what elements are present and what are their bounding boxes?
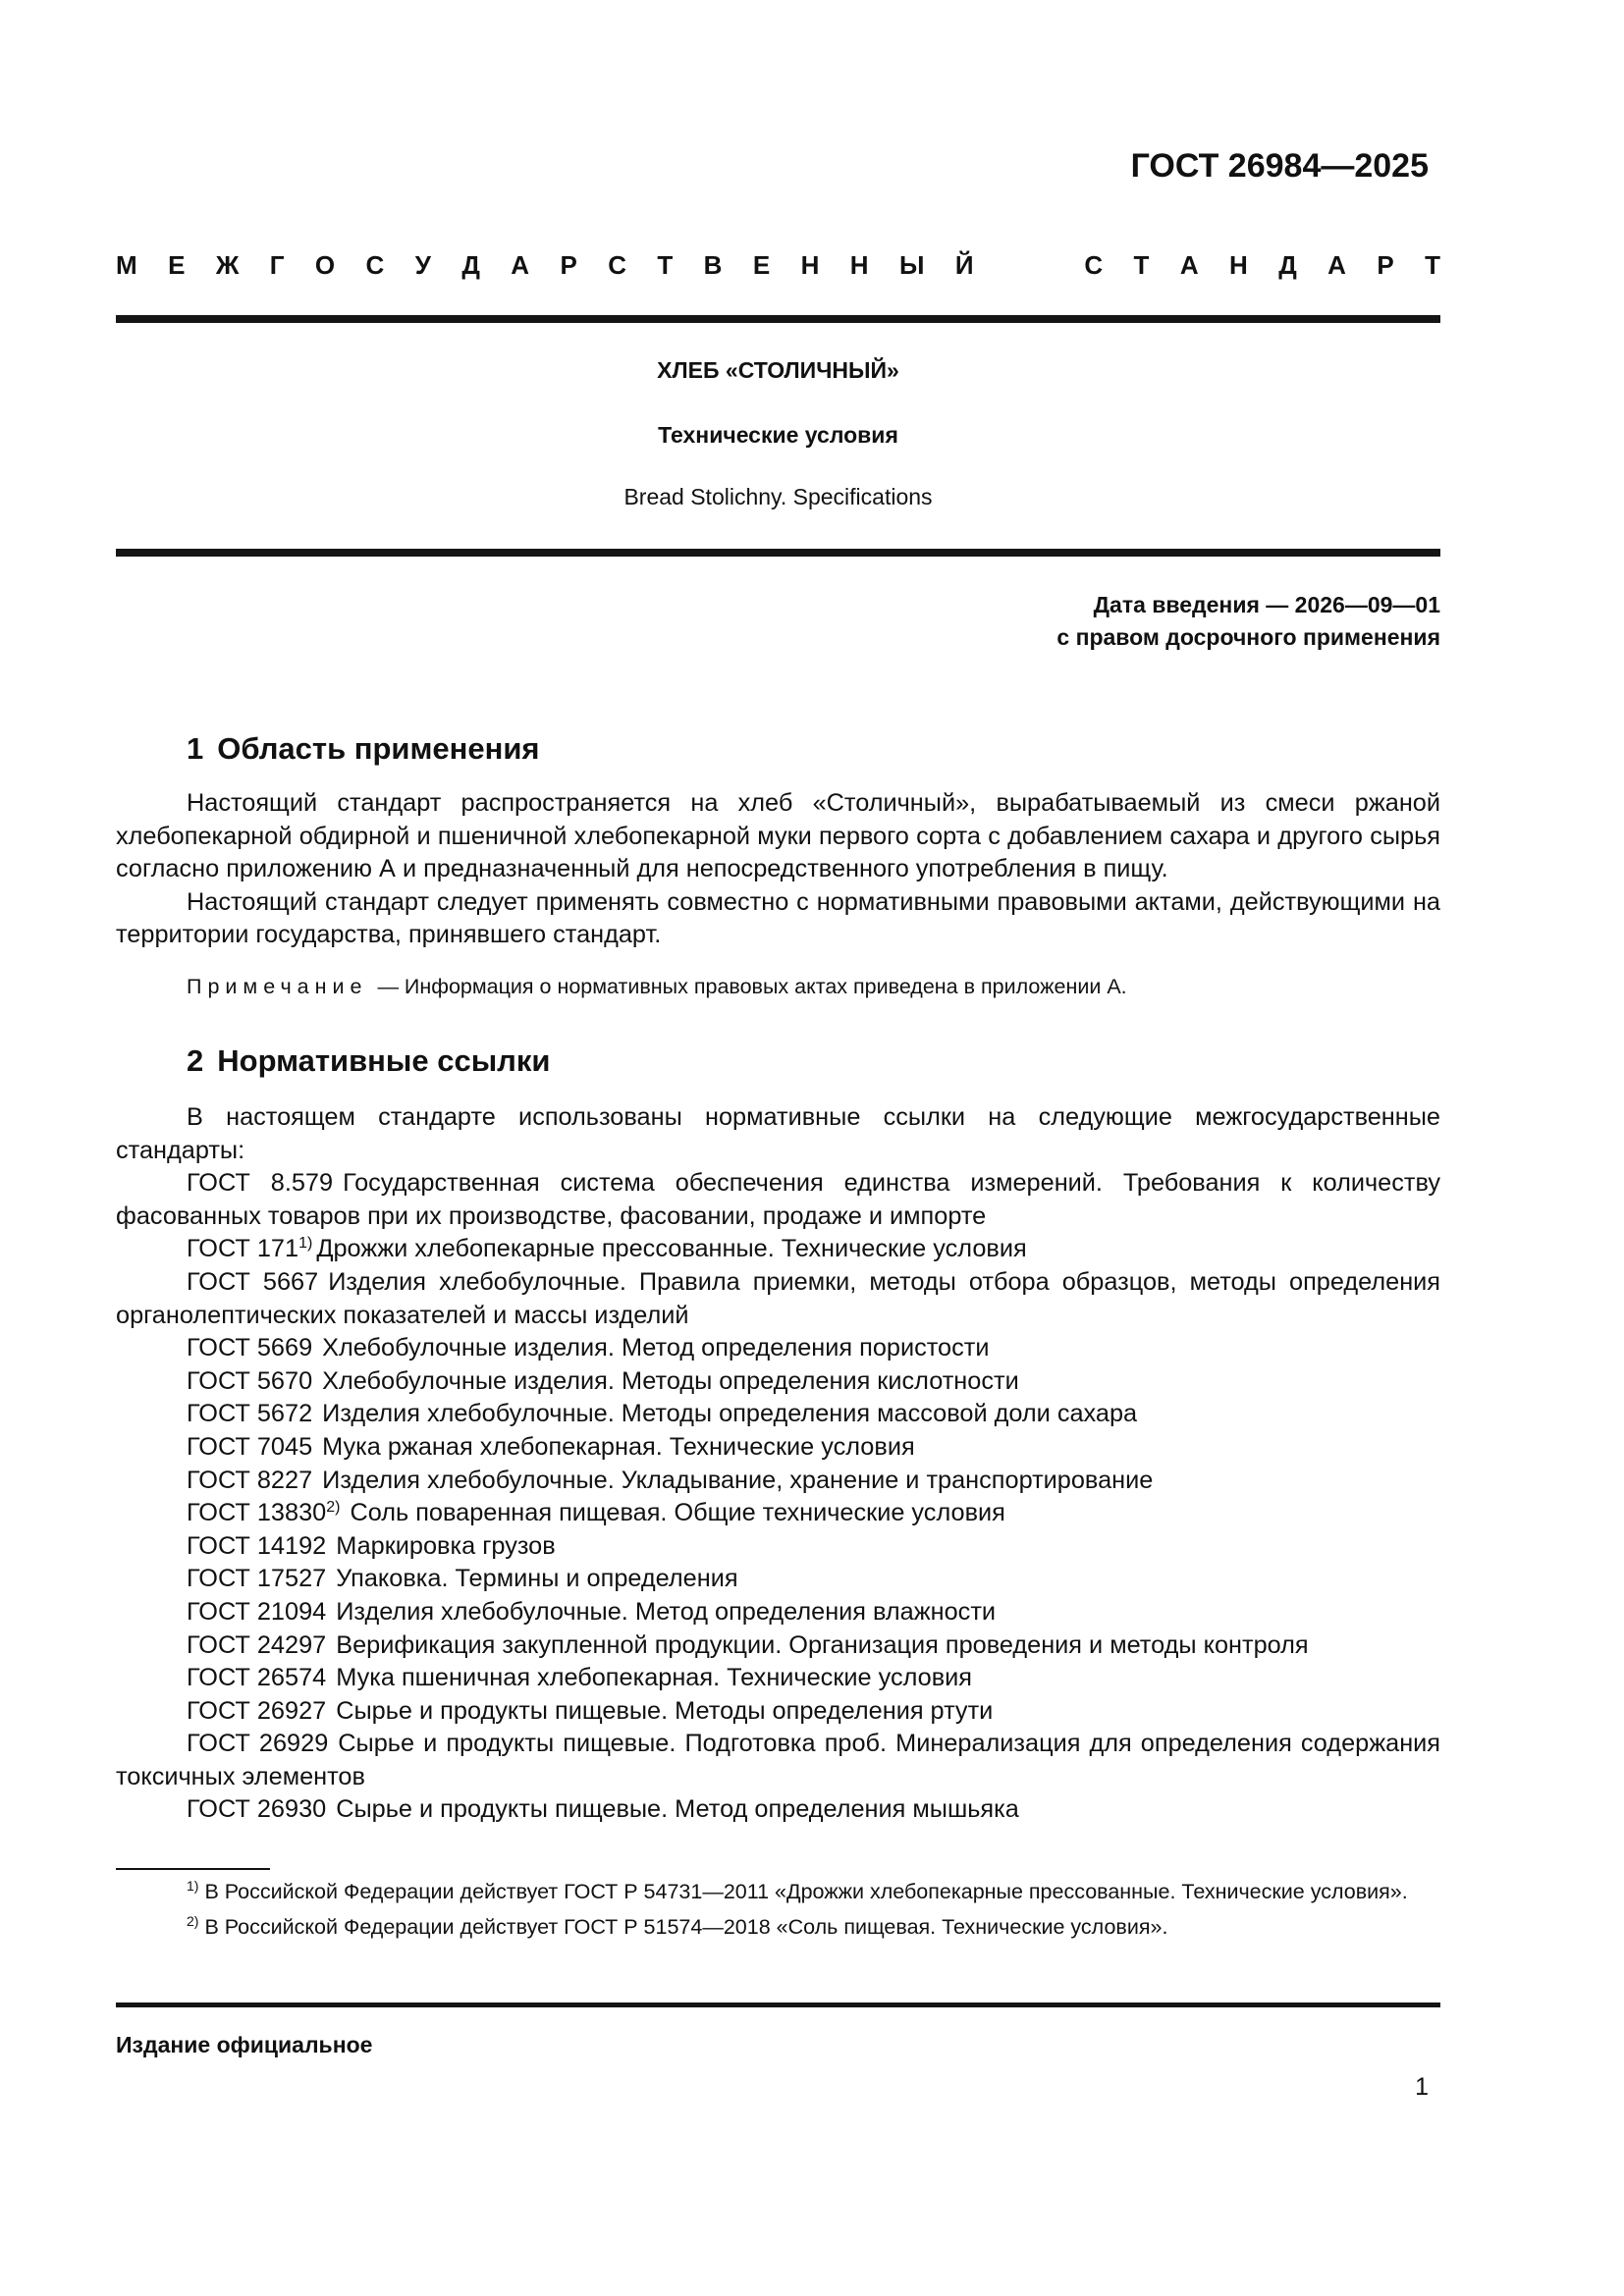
banner-letter: А <box>1327 250 1346 280</box>
reference-item <box>116 1465 1440 1498</box>
section-1-note <box>187 975 1127 999</box>
reference-item <box>116 1662 1440 1695</box>
footnote-text: В Российской Федерации действует ГОСТ Р 54731—2011 «Дрожжи хлебопекарные прессованные. Технические условия». <box>204 1880 1408 1903</box>
reference-item <box>116 1530 1440 1564</box>
section-1-heading <box>187 731 540 767</box>
reference-item <box>116 1431 1440 1465</box>
effective-date-block <box>1056 589 1440 654</box>
banner-letter: Ж <box>215 250 240 280</box>
banner-letter: А <box>1179 250 1199 280</box>
reference-item <box>116 1728 1440 1793</box>
banner-letter: Р <box>1377 250 1394 280</box>
banner-letter: Д <box>1278 250 1297 280</box>
banner-letter: Й <box>954 250 974 280</box>
section-1-body <box>116 787 1440 952</box>
reference-item <box>116 1398 1440 1431</box>
banner-letter: В <box>703 250 723 280</box>
reference-title: Мука ржаная хлебопекарная. Технические условия <box>322 1432 915 1461</box>
footnote-separator <box>116 1868 270 1870</box>
footnotes <box>116 1877 1440 1948</box>
banner-letter: Е <box>168 250 186 280</box>
reference-title: Сырье и продукты пищевые. Подготовка проб. Минерализация для определения содержания токсичных элементов <box>116 1730 1440 1790</box>
banner-letter: Н <box>800 250 820 280</box>
document-number: ГОСТ 26984—2025 <box>1130 147 1429 185</box>
footer-rule <box>116 2002 1440 2007</box>
reference-code: ГОСТ 17527 <box>187 1565 327 1593</box>
reference-code: ГОСТ 26574 <box>187 1664 327 1692</box>
reference-title: Соль поваренная пищевая. Общие технические условия <box>350 1499 1005 1527</box>
interstate-standard-banner <box>116 250 1440 281</box>
section-title: Нормативные ссылки <box>217 1043 551 1078</box>
paragraph: Настоящий стандарт следует применять совместно с нормативными правовыми актами, действующими на территории государства, принявшего стандарт. <box>116 887 1440 949</box>
reference-item <box>116 1497 1440 1530</box>
reference-code: ГОСТ 7045 <box>187 1432 313 1461</box>
reference-title: Верификация закупленной продукции. Организация проведения и методы контроля <box>336 1630 1309 1659</box>
reference-title: Хлебобулочные изделия. Метод определения пористости <box>322 1334 990 1362</box>
reference-code: ГОСТ 8.579 <box>187 1169 334 1198</box>
reference-title: Изделия хлебобулочные. Укладывание, хранение и транспортирование <box>322 1466 1154 1494</box>
section-number: 1 <box>187 731 204 766</box>
banner-letter: Е <box>752 250 771 280</box>
banner-letter: Н <box>849 250 869 280</box>
page-number: 1 <box>1415 2073 1429 2101</box>
reference-item <box>116 1365 1440 1399</box>
banner-word-gap <box>1004 250 1054 281</box>
reference-item <box>116 1266 1440 1332</box>
reference-item <box>116 1563 1440 1596</box>
section-title: Область применения <box>217 731 540 766</box>
reference-title: Сырье и продукты пищевые. Методы определения ртути <box>336 1696 994 1725</box>
banner-letter: Р <box>560 250 577 280</box>
reference-item <box>116 1596 1440 1629</box>
reference-code: ГОСТ 26927 <box>187 1696 327 1725</box>
title-rule <box>116 549 1440 557</box>
reference-title: Изделия хлебобулочные. Правила приемки, методы отбора образцов, методы определения органолептических показателей и массы изделий <box>116 1267 1441 1329</box>
early-application-note: с правом досрочного применения <box>1056 624 1440 650</box>
reference-item <box>116 1629 1440 1663</box>
reference-code: ГОСТ 21094 <box>187 1597 327 1626</box>
document-title-english: Bread Stolichny. Specifications <box>623 484 933 509</box>
reference-item <box>116 1793 1440 1827</box>
reference-title: Изделия хлебобулочные. Метод определения влажности <box>336 1597 997 1626</box>
footnote-1 <box>116 1877 1440 1906</box>
section-number: 2 <box>187 1043 204 1078</box>
reference-item <box>116 1695 1440 1729</box>
banner-letter: Д <box>461 250 480 280</box>
paragraph: Настоящий стандарт распространяется на хлеб «Столичный», вырабатываемый из смеси ржаной хлебопекарной обдирной и пшеничной хлебопекарной муки первого сорта с добавлением сахара и другого сырья согласно приложению А и предназначенный для непосредственного употребления в пищу. <box>116 789 1440 883</box>
banner-letter: С <box>365 250 385 280</box>
banner-letter: С <box>1084 250 1104 280</box>
reference-title: Сырье и продукты пищевые. Метод определения мышьяка <box>336 1795 1019 1824</box>
reference-code: ГОСТ 5667 <box>187 1267 319 1296</box>
banner-letter: Т <box>1425 250 1440 280</box>
reference-title: Дрожжи хлебопекарные прессованные. Технические условия <box>316 1235 1027 1263</box>
reference-code: ГОСТ 13830 <box>187 1499 327 1527</box>
banner-letter: О <box>314 250 336 280</box>
document-title: ХЛЕБ «СТОЛИЧНЫЙ» <box>657 357 899 383</box>
references-intro: В настоящем стандарте использованы нормативные ссылки на следующие межгосударственные стандарты: <box>116 1103 1440 1164</box>
official-edition-label: Издание официальное <box>116 2032 373 2057</box>
reference-code: ГОСТ 14192 <box>187 1531 327 1560</box>
footnote-mark: 2) <box>187 1913 199 1929</box>
effective-date: Дата введения — 2026—09—01 <box>1093 592 1440 617</box>
banner-letter: Г <box>269 250 285 280</box>
reference-title: Упаковка. Термины и определения <box>336 1565 738 1593</box>
reference-code: ГОСТ 24297 <box>187 1630 327 1659</box>
banner-letter: Н <box>1229 250 1248 280</box>
banner-letter: Ы <box>898 250 925 280</box>
footnote-2 <box>116 1912 1440 1942</box>
reference-code: ГОСТ 5670 <box>187 1366 313 1395</box>
note-label: Примечание <box>187 975 368 998</box>
document-subtitle: Технические условия <box>658 422 898 448</box>
reference-title: Хлебобулочные изделия. Методы определения кислотности <box>322 1366 1019 1395</box>
banner-letter: Т <box>1133 250 1150 280</box>
banner-letter: У <box>414 250 431 280</box>
reference-code: ГОСТ 8227 <box>187 1466 313 1494</box>
reference-title: Маркировка грузов <box>336 1531 556 1560</box>
footnote-marker[interactable]: 1) <box>298 1235 313 1253</box>
reference-item <box>116 1167 1440 1233</box>
normative-references <box>116 1101 1440 1827</box>
reference-code: ГОСТ 26930 <box>187 1795 327 1824</box>
reference-code: ГОСТ 5669 <box>187 1334 313 1362</box>
reference-item <box>116 1233 1440 1266</box>
reference-title: Мука пшеничная хлебопекарная. Технические условия <box>336 1664 973 1692</box>
reference-title: Государственная система обеспечения единства измерений. Требования к количеству фасованных товаров при их производстве, фасовании, продаже и импорте <box>116 1169 1440 1230</box>
footnote-marker[interactable]: 2) <box>326 1499 341 1517</box>
note-text: — Информация о нормативных правовых актах приведена в приложении А. <box>377 975 1127 998</box>
reference-code: ГОСТ 26929 <box>187 1730 329 1758</box>
reference-item <box>116 1332 1440 1365</box>
document-page <box>116 0 1440 2296</box>
banner-letter: А <box>511 250 530 280</box>
footnote-mark: 1) <box>187 1878 199 1894</box>
reference-title: Изделия хлебобулочные. Методы определения массовой доли сахара <box>322 1400 1138 1428</box>
footnote-text: В Российской Федерации действует ГОСТ Р 51574—2018 «Соль пищевая. Технические условия». <box>204 1915 1168 1939</box>
banner-letter: М <box>116 250 137 280</box>
reference-code: ГОСТ 5672 <box>187 1400 313 1428</box>
banner-letter: Т <box>657 250 674 280</box>
reference-code: ГОСТ 171 <box>187 1235 299 1263</box>
section-2-heading <box>187 1043 550 1079</box>
header-rule <box>116 315 1440 323</box>
banner-letter: С <box>608 250 626 280</box>
